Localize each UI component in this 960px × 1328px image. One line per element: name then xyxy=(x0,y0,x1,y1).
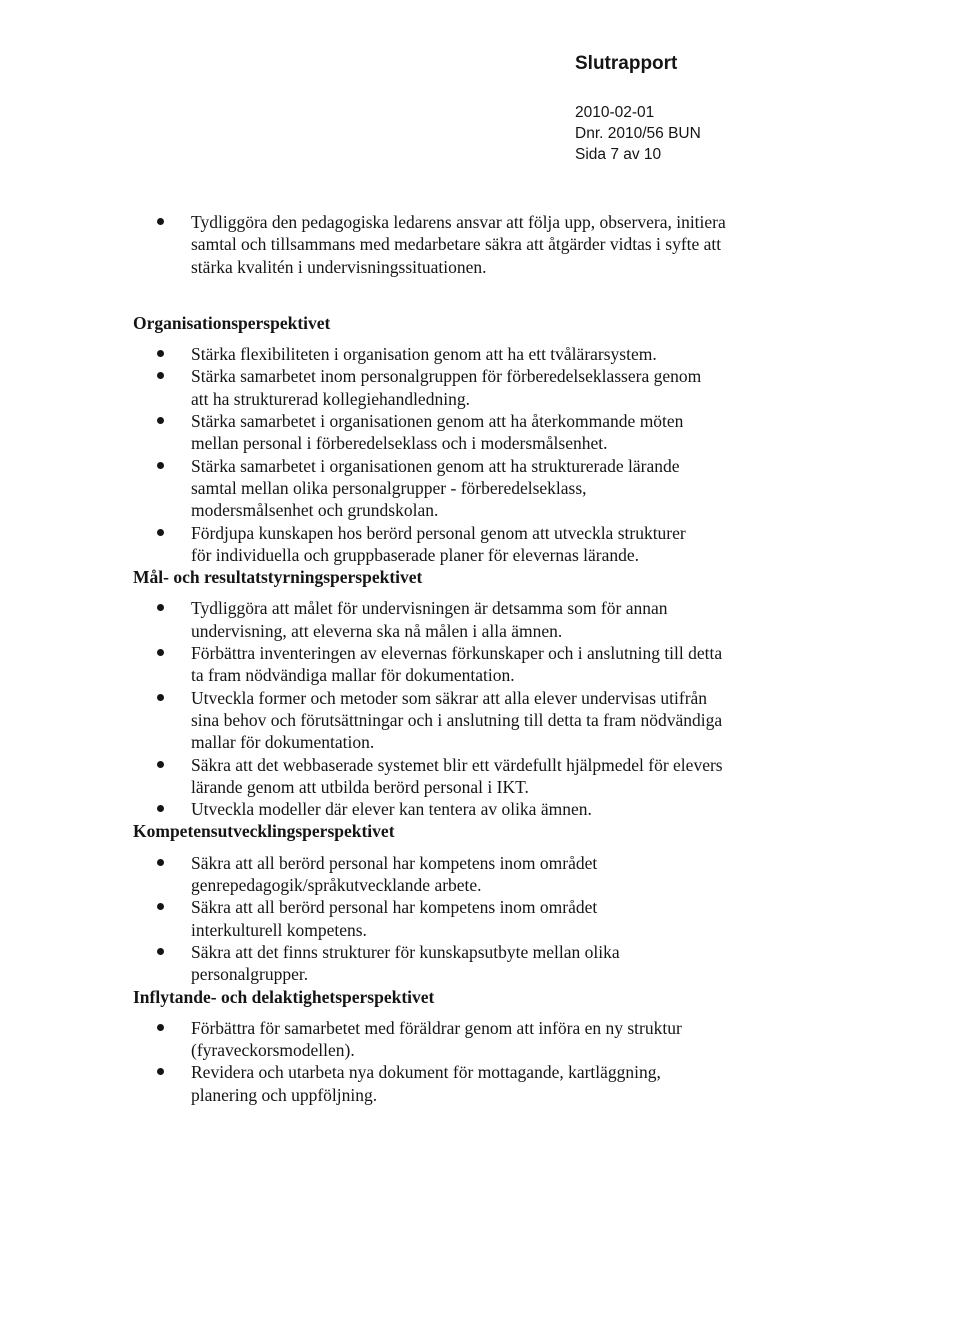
bullet-icon xyxy=(157,218,164,225)
list-item xyxy=(133,410,708,455)
list-item xyxy=(133,597,723,642)
list-item-text: Säkra att all berörd personal har kompetens inom området interkulturell kompetens. xyxy=(191,897,598,940)
list-item xyxy=(133,1017,723,1062)
inflytande-list xyxy=(133,1017,723,1106)
list-item-text: Säkra att det finns strukturer för kunskapsutbyte mellan olika personalgrupper. xyxy=(191,941,620,985)
bullet-icon xyxy=(157,761,164,768)
list-item xyxy=(133,852,673,897)
section-heading-organisation: Organisationsperspektivet xyxy=(133,312,331,333)
bullet-icon xyxy=(157,903,164,910)
list-item xyxy=(133,365,708,410)
list-item xyxy=(133,754,723,799)
kompetens-list xyxy=(133,852,673,986)
list-item xyxy=(133,211,733,278)
list-item xyxy=(133,941,673,986)
list-item xyxy=(133,798,723,820)
document-date: 2010-02-01 xyxy=(575,104,655,121)
bullet-icon xyxy=(157,805,164,812)
document-body xyxy=(133,211,773,1106)
list-item xyxy=(133,896,673,941)
mal-resultat-list xyxy=(133,597,723,820)
organisation-list xyxy=(133,343,708,566)
page-number: Sida 7 av 10 xyxy=(575,146,662,163)
intro-list xyxy=(133,211,733,278)
bullet-icon xyxy=(157,948,164,955)
list-item xyxy=(133,343,708,365)
list-item-text: Stärka samarbetet i organisationen genom att ha återkommande möten mellan personal i förberedelseklass och i modersmålsenhet. xyxy=(191,411,684,454)
list-item-text: Tydliggöra den pedagogiska ledarens ansvar att följa upp, observera, initiera samtal och tillsammans med medarbetare säkra att åtgärder vidtas i syfte att stärka kvalitén i undervisningssituationen. xyxy=(191,212,726,277)
list-item xyxy=(133,455,708,522)
section-heading-mal-resultat: Mål- och resultatstyrningsperspektivet xyxy=(133,567,423,588)
bullet-icon xyxy=(157,350,164,357)
bullet-icon xyxy=(157,417,164,424)
section-heading-kompetens: Kompetensutvecklingsperspektivet xyxy=(133,821,395,842)
list-item-text: Stärka samarbetet i organisationen genom att ha strukturerade lärande samtal mellan olika personalgrupper - förberedelseklass, modersmålsenhet och grundskolan. xyxy=(191,455,680,521)
bullet-icon xyxy=(157,694,164,701)
bullet-icon xyxy=(157,372,164,379)
document-dnr: Dnr. 2010/56 BUN xyxy=(575,125,701,142)
list-item xyxy=(133,522,708,567)
list-item-text: Utveckla modeller där elever kan tentera av olika ämnen. xyxy=(191,799,592,820)
list-item-text: Utveckla former och metoder som säkrar att alla elever undervisas utifrån sina behov och förutsättningar och i anslutning till detta ta fram nödvändiga mallar för dokumentation. xyxy=(191,687,723,753)
list-item-text: Stärka flexibiliteten i organisation genom att ha ett tvålärarsystem. xyxy=(191,344,657,365)
list-item xyxy=(133,687,723,754)
bullet-icon xyxy=(157,1068,164,1075)
list-item xyxy=(133,642,723,687)
bullet-icon xyxy=(157,1024,164,1031)
bullet-icon xyxy=(157,859,164,866)
list-item xyxy=(133,1061,723,1106)
list-item-text: Säkra att all berörd personal har kompetens inom området genrepedagogik/språkutvecklande arbete. xyxy=(191,852,598,896)
list-item-text: Förbättra inventeringen av elevernas förkunskaper och i anslutning till detta ta fram nödvändiga mallar för dokumentation. xyxy=(191,643,723,686)
list-item-text: Säkra att det webbaserade systemet blir ett värdefullt hjälpmedel för elevers lärande genom att utbilda berörd personal i IKT. xyxy=(191,754,723,797)
bullet-icon xyxy=(157,462,164,469)
list-item-text: Fördjupa kunskapen hos berörd personal genom att utveckla strukturer för individuella och gruppbaserade planer för elevernas lärande. xyxy=(191,522,686,565)
list-item-text: Tydliggöra att målet för undervisningen är detsamma som för annan undervisning, att eleverna ska nå målen i alla ämnen. xyxy=(191,598,668,641)
bullet-icon xyxy=(157,529,164,536)
bullet-icon xyxy=(157,604,164,611)
list-item-text: Revidera och utarbeta nya dokument för mottagande, kartläggning, planering och uppföljning. xyxy=(191,1062,661,1105)
bullet-icon xyxy=(157,649,164,656)
document-title: Slutrapport xyxy=(575,53,678,74)
document-header xyxy=(575,52,701,165)
list-item-text: Stärka samarbetet inom personalgruppen för förberedelseklassera genom att ha strukturerad kollegiehandledning. xyxy=(191,366,702,409)
list-item-text: Förbättra för samarbetet med föräldrar genom att införa en ny struktur (fyraveckorsmodellen). xyxy=(191,1017,682,1061)
section-heading-inflytande: Inflytande- och delaktighetsperspektivet xyxy=(133,986,435,1007)
